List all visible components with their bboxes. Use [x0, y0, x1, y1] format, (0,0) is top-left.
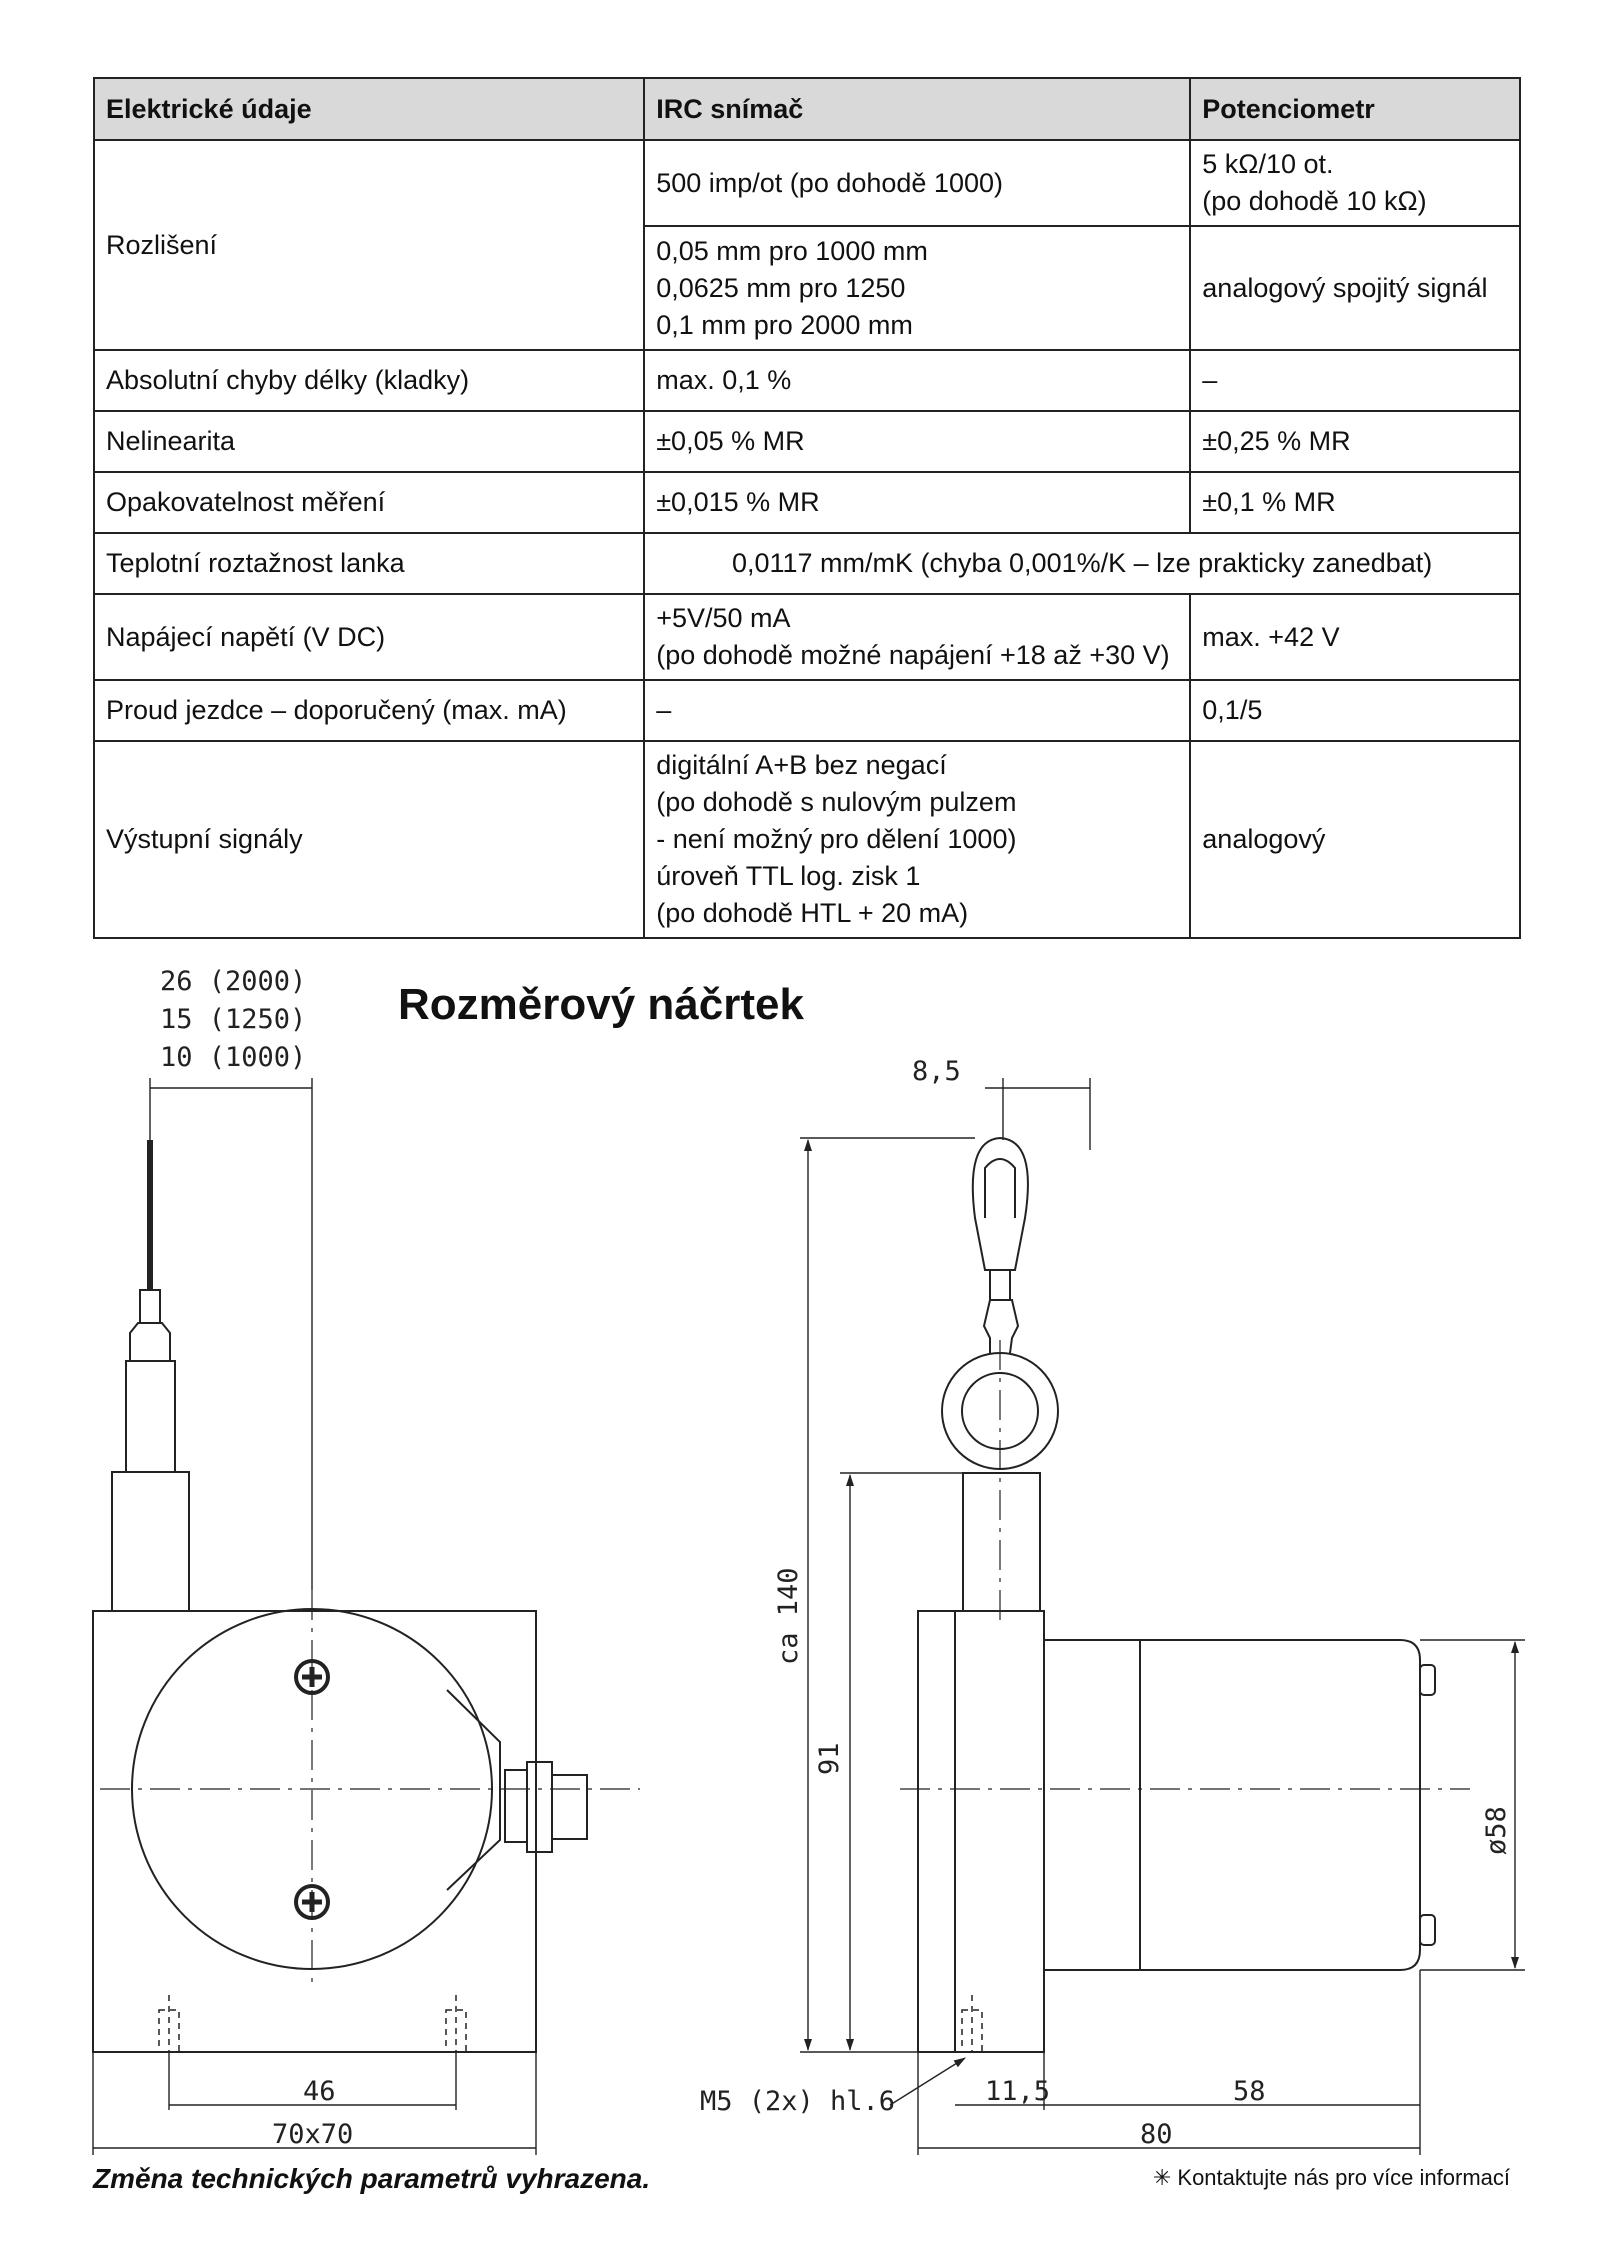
table-header-row: [94, 78, 1520, 140]
snap-hook-gate: [985, 1159, 1015, 1218]
row-label: Proud jezdce – doporučený (max. mA): [94, 680, 644, 741]
mounting-holes: [159, 1995, 466, 2052]
table-cell: analogový: [1190, 741, 1520, 938]
table-cell: max. 0,1 %: [644, 350, 1190, 411]
dim-lines-left: [93, 1078, 536, 2155]
dimension-drawing: [0, 950, 1600, 2170]
side-view: [800, 1078, 1525, 2155]
table-cell: +5V/50 mA (po dohodě možné napájení +18 až +30 V): [644, 594, 1190, 680]
swivel-neck: [990, 1270, 1010, 1300]
center-lines-side: [900, 1340, 1470, 1789]
table-row: [94, 533, 1520, 594]
cable-guide-tube: [126, 1361, 175, 1472]
dim-11-5-text: 11,5: [985, 2076, 1051, 2107]
header-cell: Elektrické údaje: [94, 78, 644, 140]
table-cell: ±0,015 % MR: [644, 472, 1190, 533]
flange-plate: [918, 1611, 955, 2052]
body-section: [1044, 1640, 1140, 1970]
dim-80-text: 80: [1140, 2119, 1173, 2150]
dim-ca140-text: ca 140: [773, 1567, 804, 1665]
table-row: [94, 411, 1520, 472]
row-label: Napájecí napětí (V DC): [94, 594, 644, 680]
footer-disclaimer: Změna technických parametrů vyhrazena.: [93, 2163, 651, 2194]
dim-lines-right: [800, 1078, 1525, 2155]
dim-26-text: 26 (2000): [160, 966, 307, 997]
table-cell: ±0,1 % MR: [1190, 472, 1520, 533]
rear-screw-top: [1420, 1665, 1435, 1695]
connector-nut: [505, 1770, 527, 1842]
cable-crimp: [140, 1290, 160, 1323]
table-cell: –: [644, 680, 1190, 741]
cable-guide-base: [112, 1472, 189, 1611]
cable-swivel: [984, 1300, 1018, 1353]
front-view: [93, 1078, 640, 2155]
cable-fitting: [130, 1323, 170, 1361]
table-cell: ±0,05 % MR: [644, 411, 1190, 472]
dim-70x70-text: 70x70: [272, 2119, 354, 2150]
table-cell: 0,1/5: [1190, 680, 1520, 741]
row-label: Rozlišení: [94, 140, 644, 350]
dim-15-text: 15 (1250): [160, 1004, 307, 1035]
table-cell: analogový spojitý signál: [1190, 226, 1520, 350]
dim-m5-text: M5 (2x) hl.6: [700, 2086, 896, 2117]
mounting-hole-side: [962, 1995, 982, 2052]
electrical-specs-table: [93, 77, 1521, 939]
table-cell: max. +42 V: [1190, 594, 1520, 680]
housing-side: [955, 1611, 1044, 2052]
dim-91-text: 91: [814, 1742, 845, 1775]
table-row: [94, 472, 1520, 533]
table-row: [94, 680, 1520, 741]
row-label: Opakovatelnost měření: [94, 472, 644, 533]
table-row: [94, 594, 1520, 680]
table-cell: 0,05 mm pro 1000 mm 0,0625 mm pro 1250 0,1 mm pro 2000 mm: [644, 226, 1190, 350]
table-row: [94, 741, 1520, 938]
dim-58-text: 58: [1233, 2076, 1266, 2107]
row-label: Výstupní signály: [94, 741, 644, 938]
snap-hook: [973, 1138, 1028, 1270]
footer-contact-note: ✳ Kontaktujte nás pro více informací: [1152, 2165, 1510, 2190]
row-label: Nelinearita: [94, 411, 644, 472]
cable-outlet-side: [963, 1473, 1040, 1611]
header-cell: IRC snímač: [644, 78, 1190, 140]
table-cell: 0,0117 mm/mK (chyba 0,001%/K – lze prakticky zanedbat): [644, 533, 1520, 594]
row-label: Teplotní roztažnost lanka: [94, 533, 644, 594]
connector-plug: [552, 1775, 587, 1839]
dim-phi58-text: ø58: [1481, 1806, 1512, 1855]
drawing-title: Rozměrový náčrtek: [398, 980, 804, 1029]
table-cell: 500 imp/ot (po dohodě 1000): [644, 140, 1190, 226]
rear-screw-bottom: [1420, 1915, 1435, 1945]
table-row: [94, 350, 1520, 411]
table-row: [94, 140, 1520, 226]
dim-46-text: 46: [303, 2076, 336, 2107]
table-cell: ±0,25 % MR: [1190, 411, 1520, 472]
center-lines: [100, 1590, 640, 1990]
row-label: Absolutní chyby délky (kladky): [94, 350, 644, 411]
connector-body: [527, 1762, 552, 1852]
cover-section: [1140, 1640, 1420, 1970]
header-cell: Potenciometr: [1190, 78, 1520, 140]
dim-10-text: 10 (1000): [160, 1042, 307, 1073]
table-cell: 5 kΩ/10 ot. (po dohodě 10 kΩ): [1190, 140, 1520, 226]
table-cell: digitální A+B bez negací (po dohodě s nulovým pulzem - není možný pro dělení 1000) úroveň TTL log. zisk 1 (po dohodě HTL + 20 mA): [644, 741, 1190, 938]
table-cell: –: [1190, 350, 1520, 411]
dim-8-5-text: 8,5: [912, 1056, 961, 1087]
